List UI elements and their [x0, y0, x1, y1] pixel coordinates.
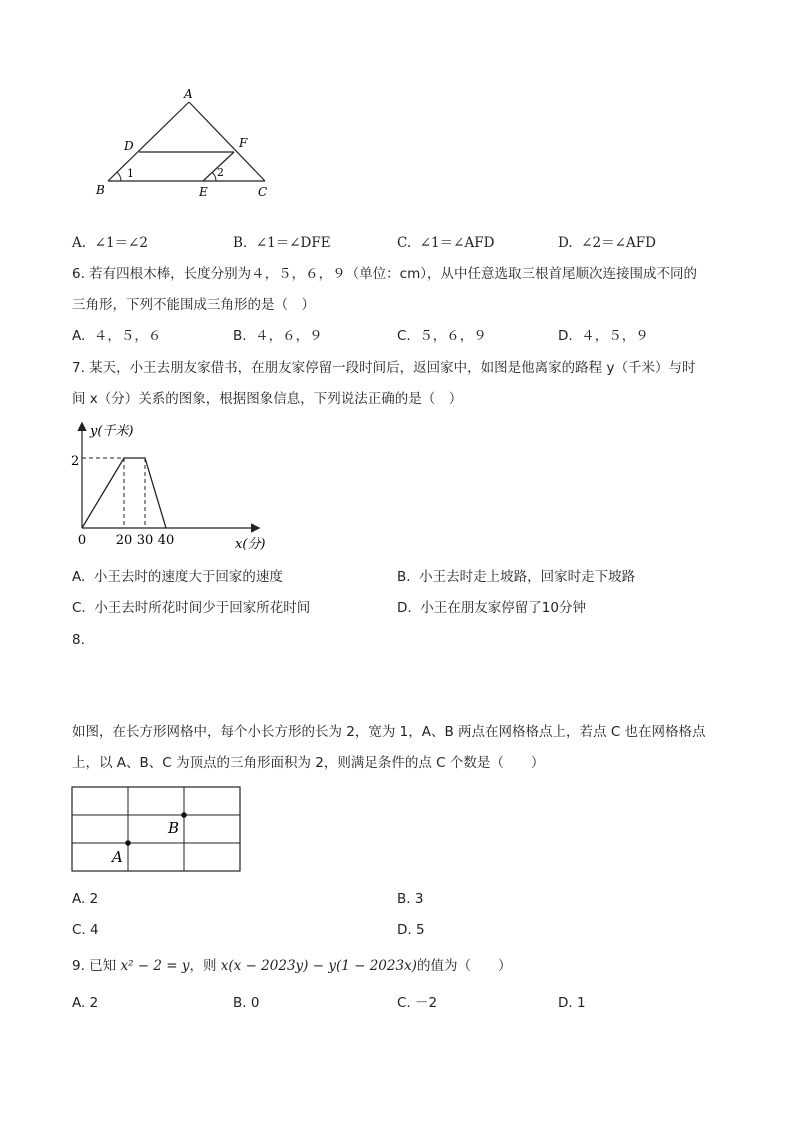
q9-option-b[interactable]: B. 0: [233, 995, 260, 1011]
q8-option-b[interactable]: B. 3: [397, 891, 424, 907]
q7-stem-line2: 间 x（分）关系的图象，根据图象信息，下列说法正确的是（ ）: [72, 391, 463, 407]
q6-option-d[interactable]: D. ４，５，９: [558, 328, 649, 344]
x-tick-20: 20: [115, 533, 133, 548]
x-tick-0: 0: [77, 533, 87, 548]
label-E: E: [199, 185, 208, 199]
q9-expression: x(x − 2023y) − y(1 − 2023x): [220, 958, 417, 974]
label-B: B: [96, 183, 105, 197]
q6-stem-line1: 6. 若有四根木棒，长度分别为４，５，６，９（单位：cm），从中任意选取三根首尾顺次连接围成不同的: [72, 266, 697, 282]
x-axis-label: x(分): [235, 537, 266, 552]
q6-option-a[interactable]: A. ４，５，６: [72, 328, 162, 344]
q6-stem-line2: 三角形，下列不能围成三角形的是（ ）: [72, 297, 315, 313]
triangle-figure: [88, 86, 288, 202]
q5-option-c[interactable]: C. ∠1＝∠AFD: [397, 235, 495, 251]
q6-option-b[interactable]: B. ４，６，９: [233, 328, 323, 344]
q5-option-d[interactable]: D. ∠2＝∠AFD: [558, 235, 656, 251]
q8-option-c[interactable]: C. 4: [72, 922, 99, 938]
q9-stem: [72, 956, 511, 976]
label-angle-1: 1: [127, 167, 134, 180]
q7-option-b[interactable]: B. 小王去时走上坡路，回家时走下坡路: [397, 569, 636, 585]
point-B: [181, 812, 187, 818]
distance-time-graph: [68, 418, 278, 556]
q5-option-a[interactable]: A. ∠1＝∠2: [72, 235, 148, 251]
q7-option-d[interactable]: D. 小王在朋友家停留了10分钟: [397, 600, 586, 616]
label-F: F: [239, 136, 248, 150]
q7-option-c[interactable]: C. 小王去时所花时间少于回家所花时间: [72, 600, 311, 616]
label-angle-2: 2: [217, 166, 224, 179]
q6-option-c[interactable]: C. ５，６，９: [397, 328, 487, 344]
q9-prefix: 9. 已知: [72, 958, 117, 974]
segment-AB: [108, 102, 189, 181]
q8-stem-line2: 上，以 A、B、C 为顶点的三角形面积为 2，则满足条件的点 C 个数是（ ）: [72, 755, 545, 771]
q7-option-a[interactable]: A. 小王去时的速度大于回家的速度: [72, 569, 283, 585]
label-point-A: A: [112, 848, 123, 866]
q9-suffix: 的值为（ ）: [416, 958, 512, 974]
x-tick-40: 40: [157, 533, 175, 548]
q9-option-a[interactable]: A. 2: [72, 995, 99, 1011]
q8-number: 8.: [72, 632, 85, 648]
q8-option-d[interactable]: D. 5: [397, 922, 425, 938]
label-D: D: [124, 139, 134, 153]
q8-stem-line1: 如图，在长方形网格中，每个小长方形的长为 2，宽为 1，A、B 两点在网格格点上，若点 C 也在网格格点: [72, 724, 706, 740]
point-A: [125, 840, 131, 846]
q9-condition: x² − 2 = y: [120, 958, 190, 974]
grid-border: [72, 787, 240, 871]
label-A: A: [184, 87, 193, 101]
x-tick-30: 30: [136, 533, 154, 548]
q9-option-c[interactable]: C. －2: [397, 995, 438, 1011]
q8-option-a[interactable]: A. 2: [72, 891, 99, 907]
label-point-B: B: [168, 819, 180, 837]
angle-1-arc: [117, 172, 121, 181]
q7-stem-line1: 7. 某天，小王去朋友家借书，在朋友家停留一段时间后，返回家中，如图是他离家的路程 y（千米）与时: [72, 360, 696, 376]
q9-option-d[interactable]: D. 1: [558, 995, 586, 1011]
angle-2-arc: [212, 172, 216, 181]
q9-middle: ，则: [189, 958, 217, 974]
label-C: C: [258, 185, 268, 199]
q5-option-b[interactable]: B. ∠1＝∠DFE: [233, 235, 331, 251]
y-axis-label: y(千米): [90, 424, 134, 439]
segment-AC: [189, 102, 265, 181]
y-tick-2: 2: [71, 454, 80, 469]
grid-figure: [70, 785, 245, 875]
